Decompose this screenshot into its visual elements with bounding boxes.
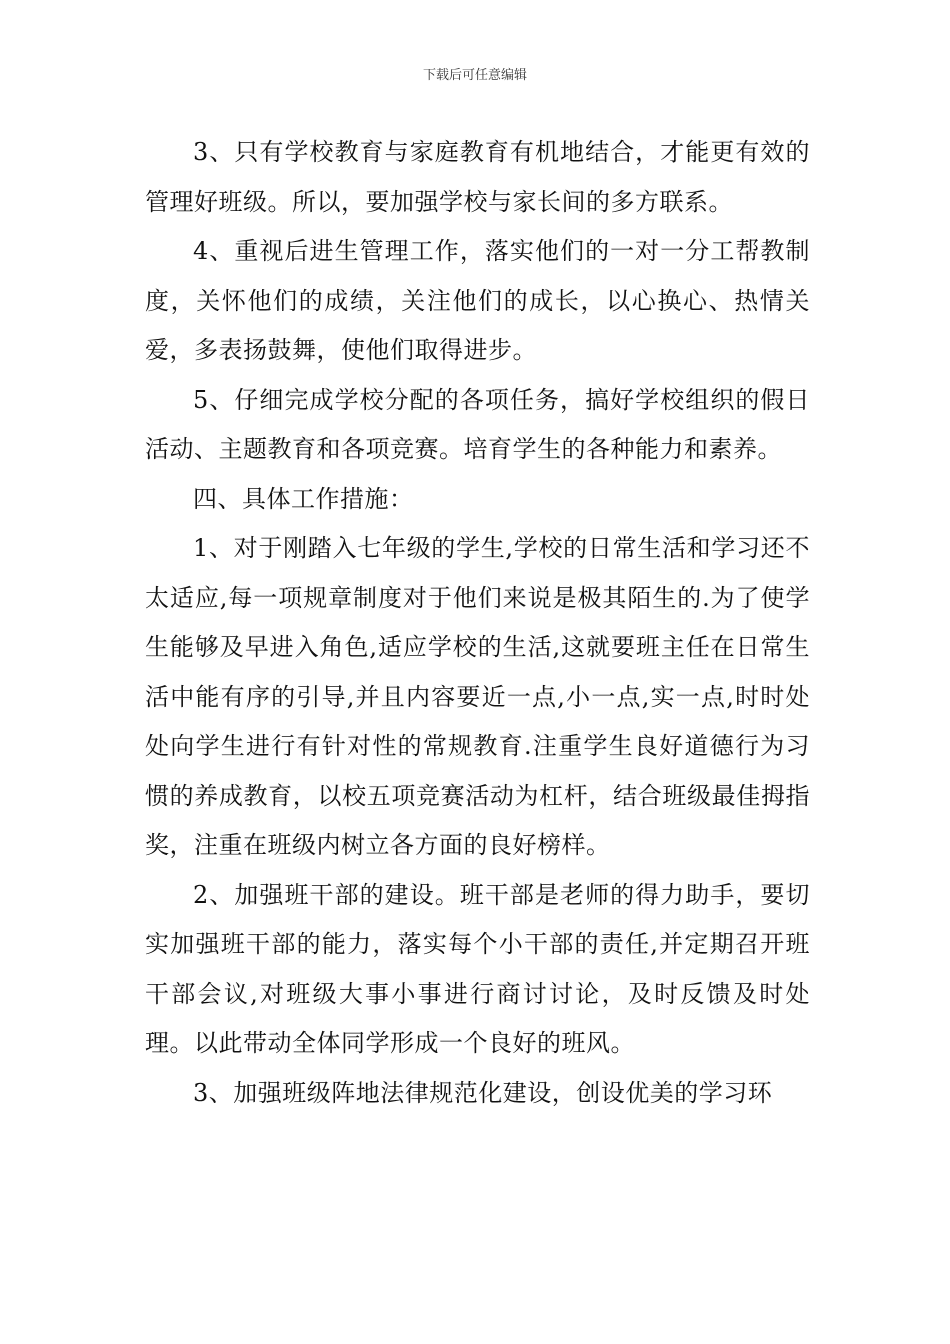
paragraph-item-5-school-tasks: 5、仔细完成学校分配的各项任务，搞好学校组织的假日活动、主题教育和各项竞赛。培育学生的各种能力和素养。 — [145, 385, 810, 463]
paragraph-item-4-underachievers: 4、重视后进生管理工作，落实他们的一对一分工帮教制度，关怀他们的成绩，关注他们的成长，以心换心、热情关爱，多表扬鼓舞，使他们取得进步。 — [145, 237, 810, 364]
section-heading-measures: 四、具体工作措施： — [193, 484, 414, 513]
paragraph-measure-3: 3、加强班级阵地法律规范化建设，创设优美的学习环 — [193, 1078, 773, 1107]
paragraph-measure-1: 1、对于刚踏入七年级的学生,学校的日常生活和学习还不太适应,每一项规章制度对于他们来说是极其陌生的.为了使学生能够及早进入角色,适应学校的生活,这就要班主任在日常生活中能有序的引导,并且内容要近一点,小一点,实一点,时时处处向学生进行有针对性的常规教育.注重学生良好道德行为习惯的养成教育，以校五项竞赛活动为杠杆，结合班级最佳拇指奖，注重在班级内树立各方面的良好榜样。 — [145, 534, 810, 859]
paragraph-item-3-home-school: 3、只有学校教育与家庭教育有机地结合，才能更有效的管理好班级。所以，要加强学校与家长间的多方联系。 — [145, 138, 810, 216]
page-header-note: 下载后可任意编辑 — [422, 68, 527, 83]
paragraph-measure-2: 2、加强班干部的建设。班干部是老师的得力助手，要切实加强班干部的能力，落实每个小干部的责任,并定期召开班干部会议,对班级大事小事进行商讨讨论，及时反馈及时处理。以此带动全体同学形成一个良好的班风。 — [145, 880, 810, 1057]
document-body — [145, 128, 810, 1118]
